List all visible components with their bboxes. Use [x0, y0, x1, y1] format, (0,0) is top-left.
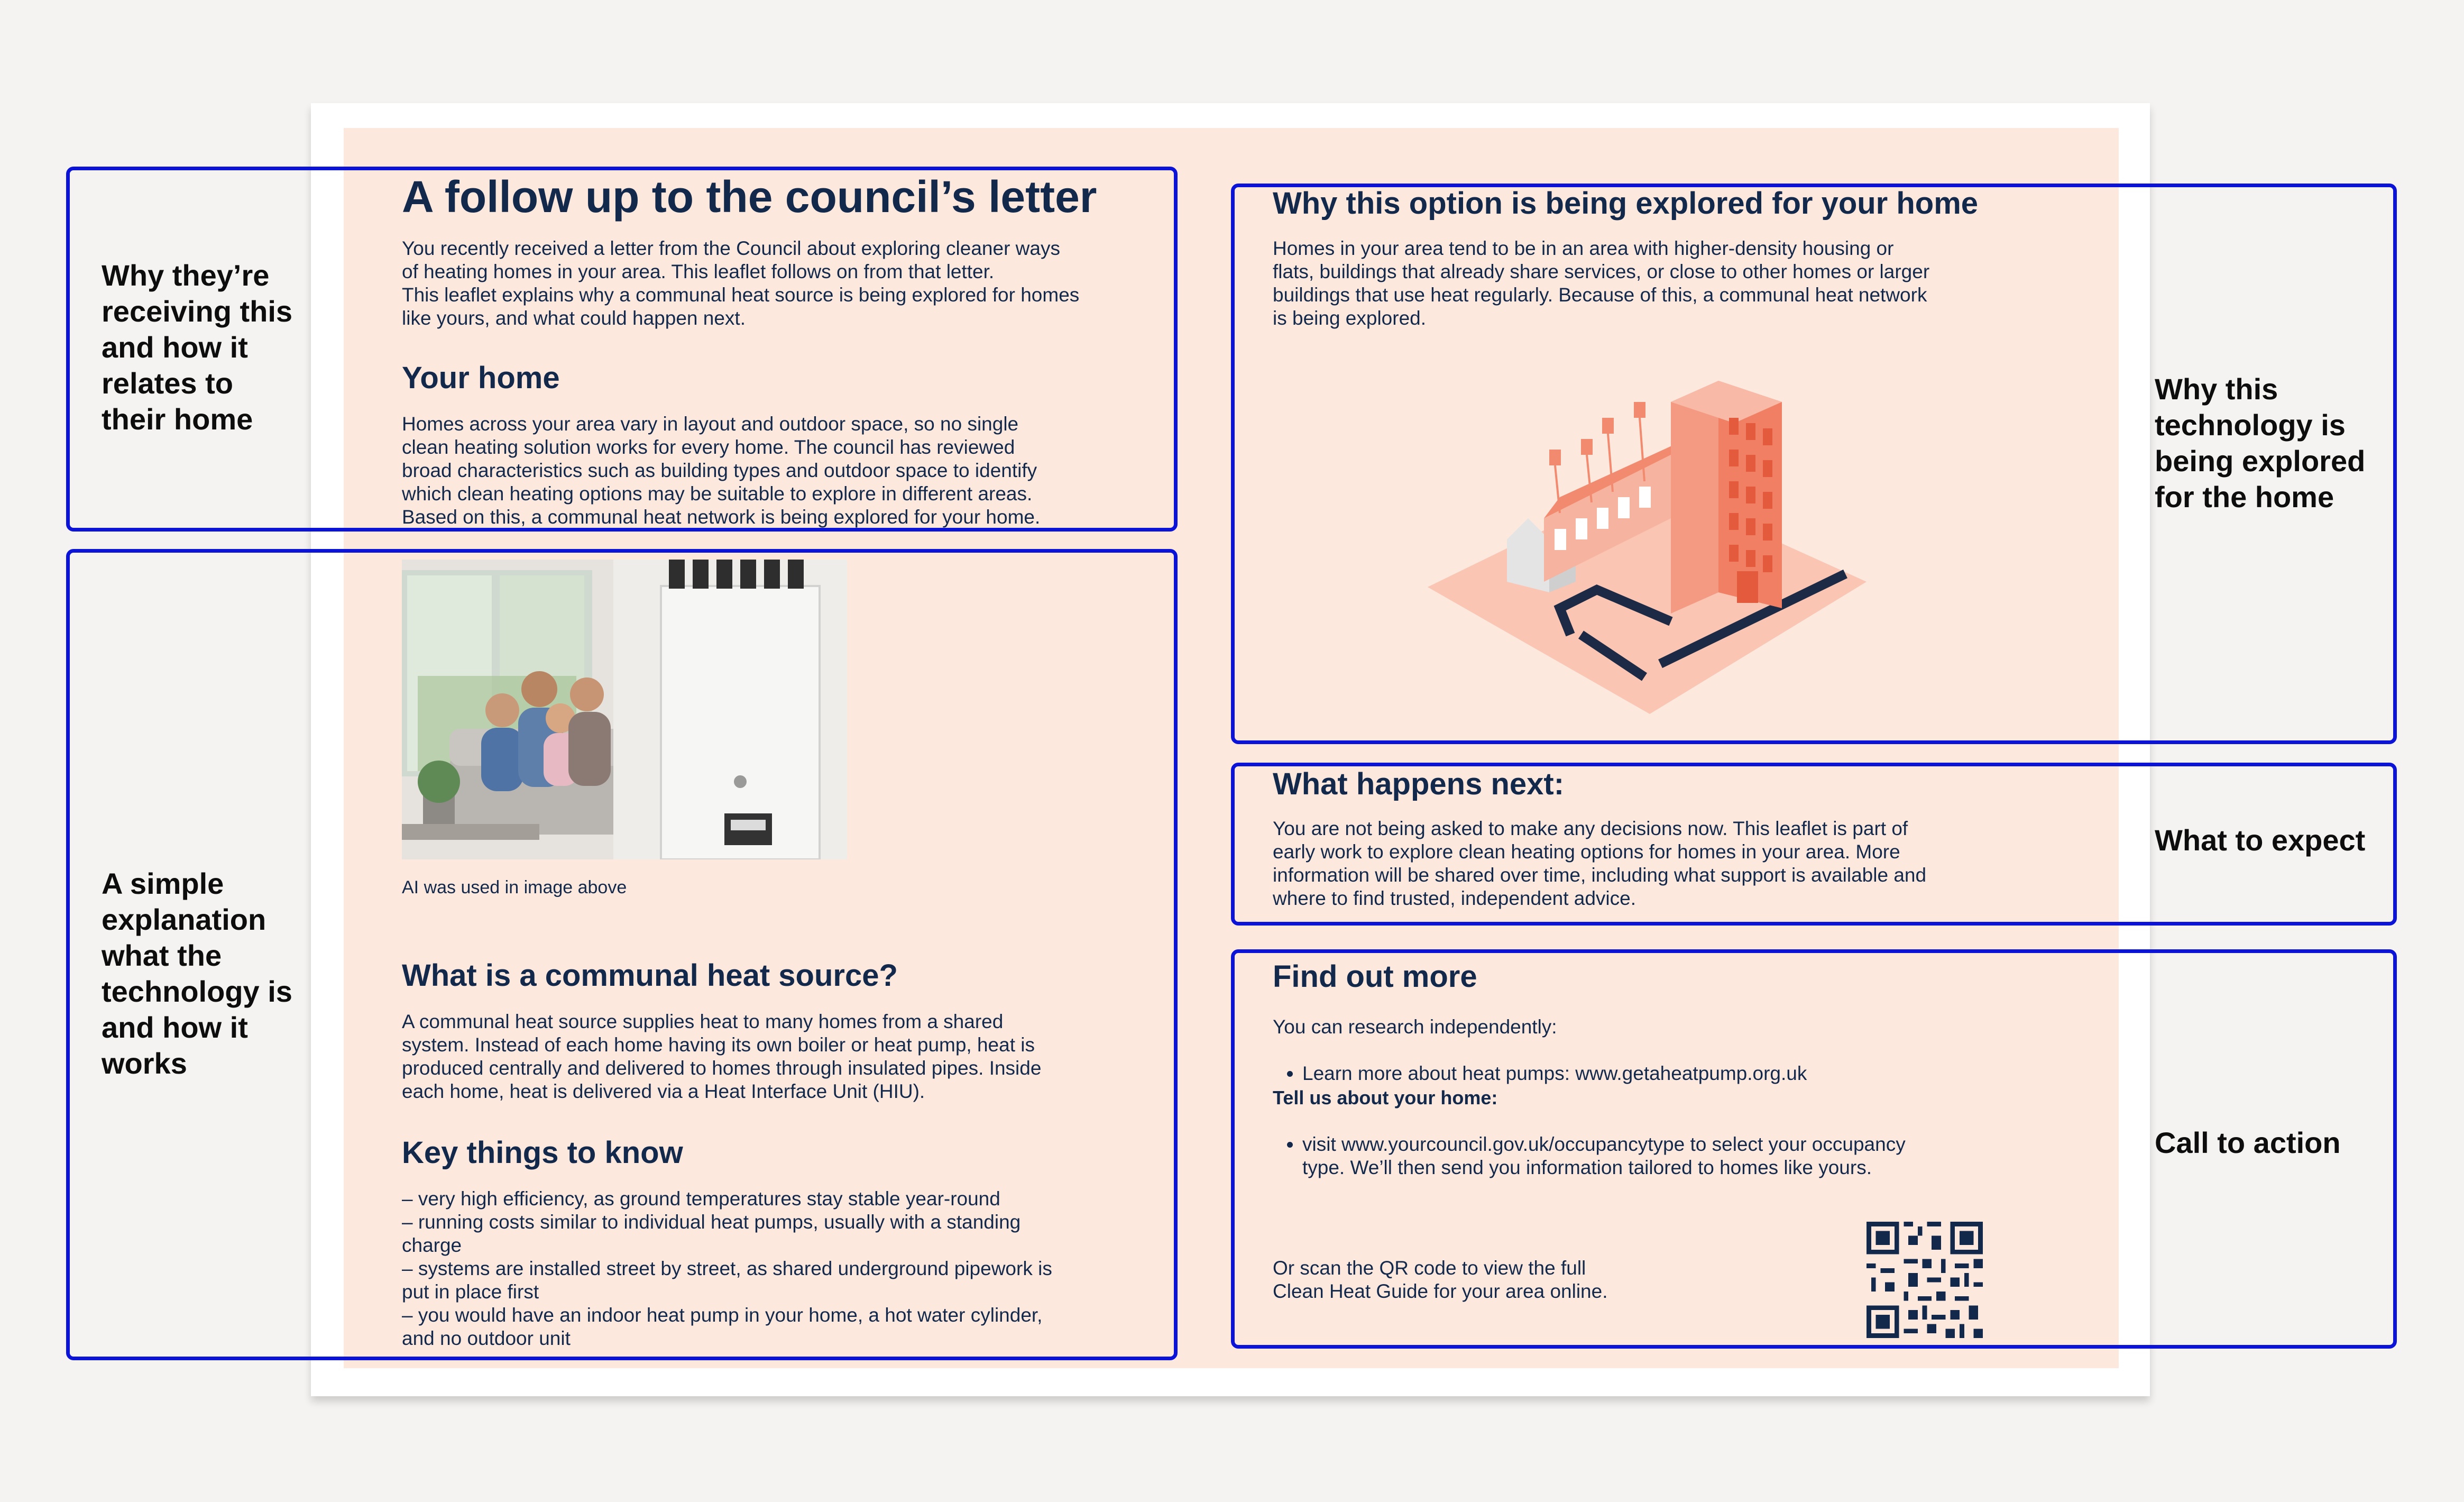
annotation-explanation: A simple explanation what the technology is and how it works: [102, 867, 292, 1080]
qr-instruction: Or scan the QR code to view the full Clean Heat Guide for your area online.: [1273, 1257, 1608, 1302]
what-next-heading: What happens next:: [1273, 767, 1565, 801]
find-out-heading: Find out more: [1273, 959, 1477, 994]
what-is-heading: What is a communal heat source?: [402, 958, 898, 993]
occupancy-link[interactable]: • visit www.yourcouncil.gov.uk/occupancytype to select your occupancy type. We’ll then send you information tailored to homes like yours.: [1302, 1133, 2069, 1179]
tell-us-heading: Tell us about your home:: [1273, 1087, 1498, 1109]
intro-text: You recently received a letter from the Council about exploring cleaner ways of heating homes in your area. This leaflet follows on from that letter. This leaflet explains why a communal heat source is being explored for homes like yours, and what could happen next.: [402, 237, 1080, 329]
annotation-expect: What to expect: [2155, 823, 2366, 857]
annotation-receiving: Why they’re receiving this and how it relates to their home: [102, 259, 293, 436]
why-option-text: Homes in your area tend to be in an area with higher-density housing or flats, buildings that already share services, or close to other homes or larger buildings that use heat regularly. Because of this, a communal heat network is being explored.: [1273, 237, 1930, 329]
what-is-text: A communal heat source supplies heat to many homes from a shared system. Instead of each home having its own boiler or heat pump, heat is produced centrally and delivered to homes through insulated pipes. Inside each home, heat is delivered via a Heat Interface Unit (HIU).: [402, 1011, 1042, 1102]
research-intro: You can research independently:: [1273, 1016, 1557, 1038]
leaflet-title: A follow up to the council’s letter: [402, 172, 1097, 222]
annotation-why-tech: Why this technology is being explored for the home: [2155, 372, 2366, 514]
your-home-heading: Your home: [402, 361, 560, 395]
key-things-heading: Key things to know: [402, 1135, 683, 1170]
your-home-text: Homes across your area vary in layout and outdoor space, so no single clean heating solution works for every home. The council has reviewed broad characteristics such as building types and outdoor space to identify which clean heating options may be suitable to explore in different areas. Based on this, a communal heat network is being explored for your home.: [402, 413, 1041, 528]
annotation-cta: Call to action: [2155, 1126, 2341, 1159]
image-caption: AI was used in image above: [402, 877, 627, 897]
what-next-text: You are not being asked to make any decisions now. This leaflet is part of early work to explore clean heating options for homes in your area. More information will be shared over time, including what support is available and where to find trusted, independent advice.: [1273, 818, 1927, 909]
heat-pump-link[interactable]: • Learn more about heat pumps: www.getaheatpump.org.uk: [1302, 1062, 2069, 1085]
why-option-heading: Why this option is being explored for your home: [1273, 186, 1979, 221]
key-things-list: – very high efficiency, as ground temperatures stay stable year-round – running costs similar to individual heat pumps, usually with a standing charge – systems are installed street by street, as shared underground pipework is put in place first – you would have an indoor heat pump in your home, a hot water cylinder, and no outdoor unit: [402, 1188, 1052, 1349]
